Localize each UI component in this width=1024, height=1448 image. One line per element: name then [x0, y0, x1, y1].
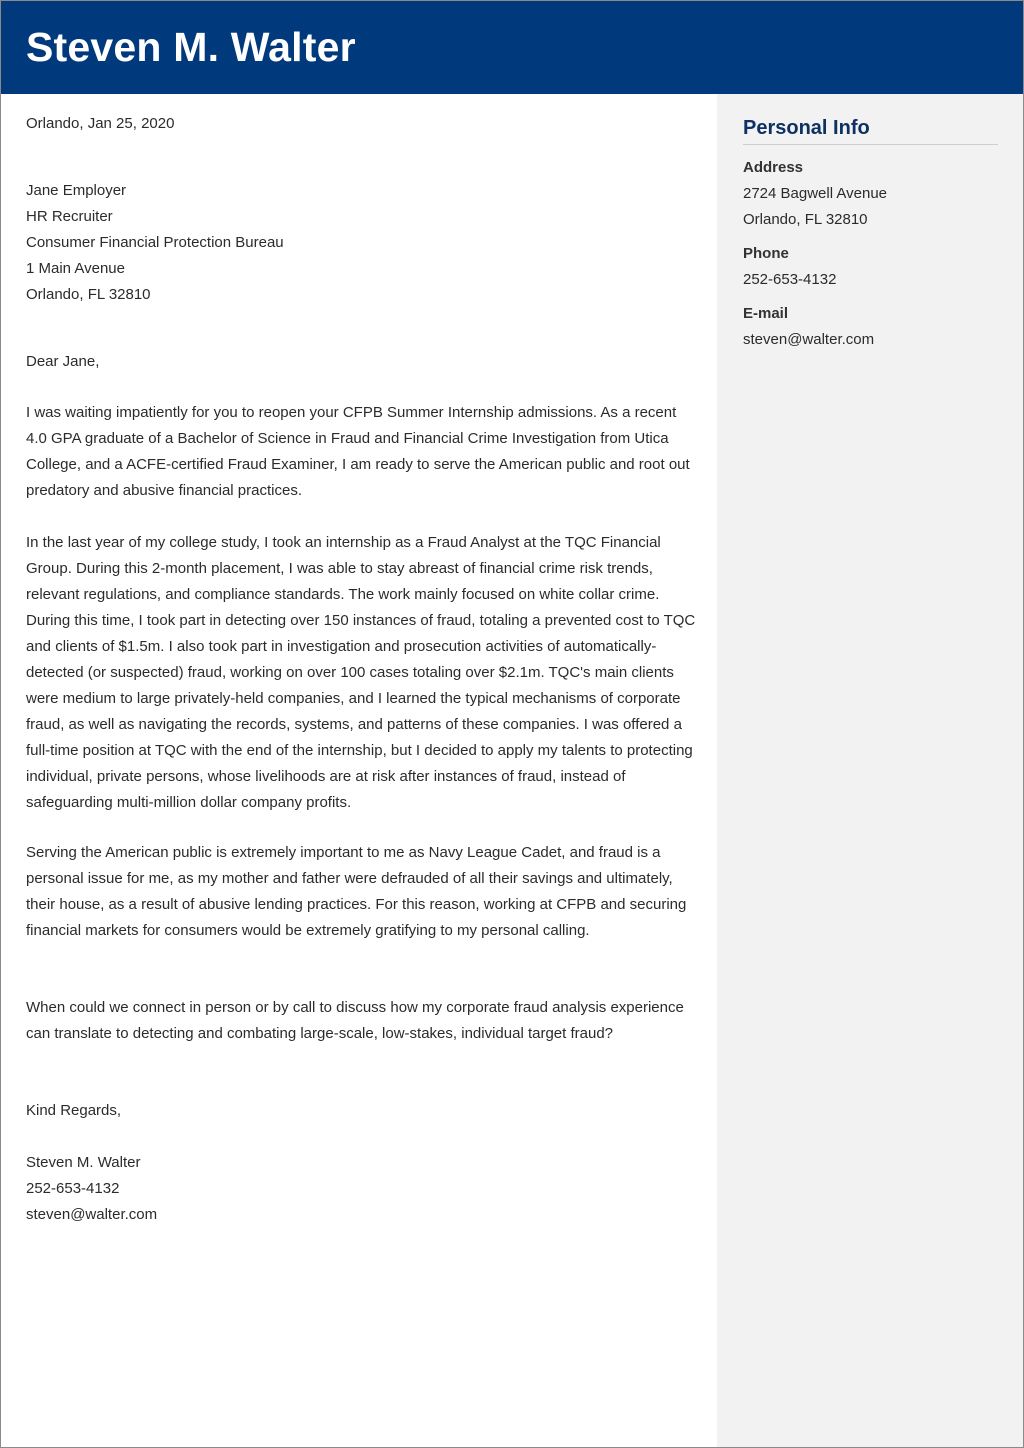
address-line-2: Orlando, FL 32810	[743, 211, 868, 228]
closing: Kind Regards,	[26, 1102, 122, 1119]
signature-name: Steven M. Walter	[26, 1154, 141, 1171]
phone-value: 252-653-4132	[743, 271, 837, 288]
signature-phone: 252-653-4132	[26, 1180, 120, 1197]
signature-block	[26, 1150, 696, 1228]
recipient-company: Consumer Financial Protection Bureau	[26, 234, 284, 251]
recipient-block	[26, 178, 696, 308]
letter-date: Orlando, Jan 25, 2020	[26, 115, 175, 132]
email-value: steven@walter.com	[743, 331, 875, 348]
body-paragraph-4: When could we connect in person or by call to discuss how my corporate fraud analysis experience can translate to detecting and combating large-scale, low-stakes, individual target fraud?	[26, 999, 684, 1042]
applicant-name: Steven M. Walter	[26, 24, 356, 70]
body-paragraph-2: In the last year of my college study, I took an internship as a Fraud Analyst at the TQC Financial Group. During this 2-month placement, I was able to stay abreast of financial crime risk trends, relevant regulations, and compliance standards. The work mainly focused on white collar crime. During this time, I took part in detecting over 150 instances of fraud, totaling a prevented cost to TQC and clients of $1.5m. I also took part in investigation and prosecution activities of automatically-detected (or suspected) fraud, working on over 100 cases totaling over $2.1m. TQC's main clients were medium to large privately-held companies, and I learned the typical mechanisms of corporate fraud, as well as navigating the records, systems, and patterns of these companies. I was offered a full-time position at TQC with the end of the internship, but I decided to apply my talents to protecting individual, private persons, whose livelihoods are at risk after instances of fraud, instead of safeguarding multi-million dollar company profits.	[26, 534, 696, 811]
salutation: Dear Jane,	[26, 353, 100, 370]
recipient-title: HR Recruiter	[26, 208, 113, 225]
signature-email: steven@walter.com	[26, 1206, 158, 1223]
sidebar-title: Personal Info	[743, 117, 870, 139]
recipient-street: 1 Main Avenue	[26, 260, 125, 277]
phone-label: Phone	[743, 245, 789, 262]
address-label: Address	[743, 159, 804, 176]
address-line-1: 2724 Bagwell Avenue	[743, 185, 888, 202]
sidebar-divider	[743, 144, 998, 145]
header-banner	[1, 1, 1023, 94]
email-label: E-mail	[743, 305, 789, 322]
body-paragraph-1: I was waiting impatiently for you to reopen your CFPB Summer Internship admissions. As a recent 4.0 GPA graduate of a Bachelor of Science in Fraud and Financial Crime Investigation from Utica College, and a ACFE-certified Fraud Examiner, I am ready to serve the American public and root out predatory and abusive financial practices.	[26, 404, 690, 499]
recipient-city: Orlando, FL 32810	[26, 286, 151, 303]
body-paragraph-3: Serving the American public is extremely important to me as Navy League Cadet, and fraud is a personal issue for me, as my mother and father were defrauded of all their savings and ultimately, their house, as a result of abusive lending practices. For this reason, working at CFPB and securing financial markets for consumers would be extremely gratifying to my personal calling.	[26, 844, 687, 939]
personal-info-sidebar	[717, 94, 1023, 1447]
recipient-name: Jane Employer	[26, 182, 127, 199]
